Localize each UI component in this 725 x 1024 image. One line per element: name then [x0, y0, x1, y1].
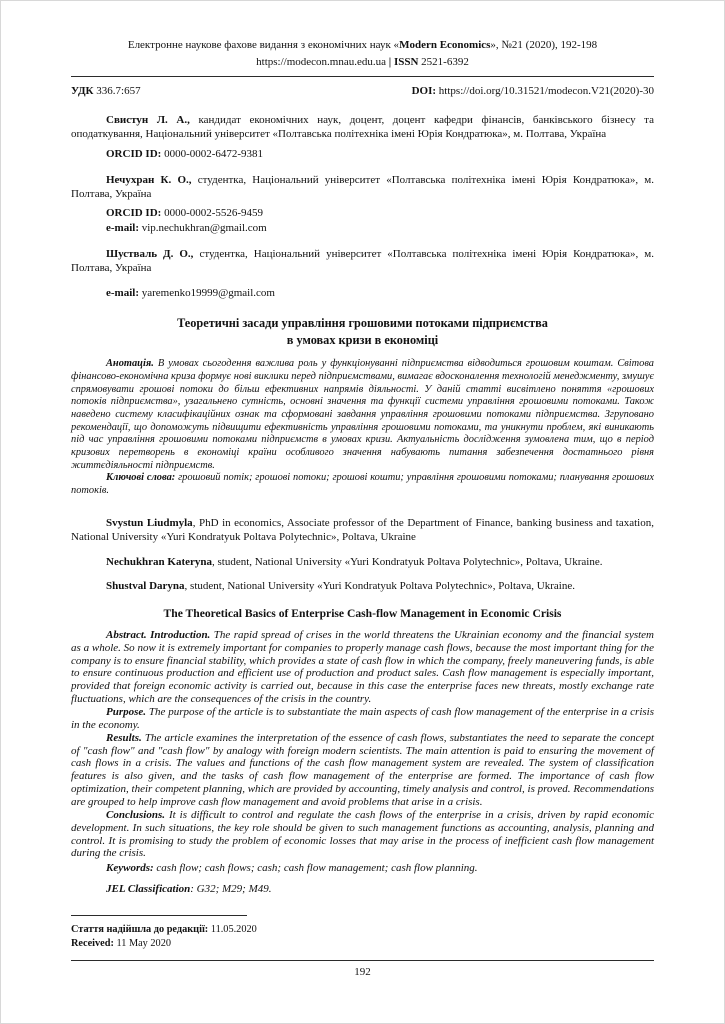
received-en-label: Received:	[71, 938, 114, 950]
jel-text: : G32; M29; M49.	[190, 883, 272, 896]
abstract-uk-text: В умовах сьогодення важлива роль у функціонуванні підприємства відводиться грошовим коштам. Світова фінансово-економічна криза формує нові виклики перед підприємствами, вимагає вдосконалення технологій менеджменту, змушує спрямовувати грошові потоки до більш ефективних напрямів діяльності. У даній статті висвітлено поняття «грошових потоків підприємства», узагальнено сутність, основні значення та функції системи управління грошовими потоками. Також наведено систему класифікаційних ознак та сформовані завдання управління грошовими потоками підприємства. Згруповано рекомендації, що допоможуть підвищити ефективність управління грошовими потоками, та уникнути проблем, які виникають під час управління грошовими потоками підприємств в умовах кризи. Актуальність дослідження зумовлена тим, що в період кризових перетворень в економіці країни особливого значення набувають питання забезпечення достатнього рівня життєдіяльності підприємств.	[71, 358, 654, 471]
page-content	[1, 1, 724, 896]
author-uk-2-email	[71, 221, 654, 235]
author-uk-1-affiliation: кандидат економічних наук, доцент, доцент кафедри фінансів, банківського бізнесу та оподаткування, Національний університет «Полтавська політехніка імені Юрія Кондратюка», м. Полтава, Україна	[71, 114, 655, 141]
doi	[412, 85, 654, 97]
abstract-uk-label: Анотація.	[106, 358, 154, 370]
author-uk-2	[71, 173, 654, 202]
author-en-1-name: Svystun Liudmyla	[106, 516, 193, 529]
abstract-en-results	[71, 732, 654, 809]
journal-header-line1-prefix: Електронне наукове фахове видання з економічних наук «	[127, 39, 400, 51]
author-en-3-name: Shustval Daryna	[106, 580, 185, 593]
orcid-label-2: ORCID ID:	[106, 207, 162, 220]
keywords-en	[71, 862, 654, 875]
author-uk-3-email	[71, 286, 654, 300]
article-title-uk-line1: Теоретичні засади управління грошовими потоками підприємства	[177, 315, 548, 330]
footer-rule	[71, 960, 654, 961]
email-value-3: yaremenko19999@gmail.com	[141, 286, 275, 299]
keywords-uk-text: грошовий потік; грошові потоки; грошові кошти; управління грошовими потоками; планування грошових потоків.	[71, 472, 654, 497]
abstract-en-conclusions-text: It is difficult to control and regulate the cash flows of the enterprise in a crisis, driven by rapid economic development. In such situations, the key role should be given to such management functions as accounting, analysis, planning and control. It is promising to study the problem of economic losses that may arise in the process of inefficient cash flow management during the crisis.	[71, 808, 654, 860]
received-uk-value: 11.05.2020	[210, 924, 257, 935]
abstract-en-introduction	[71, 629, 654, 706]
author-uk-2-affiliation: студентка, Національний університет «Полтавська політехніка імені Юрія Кондратюка», м. Полтава, Україна	[71, 173, 655, 201]
keywords-uk-label: Ключові слова:	[106, 472, 176, 484]
abstract-en-conclusions	[71, 809, 654, 860]
author-uk-1-orcid	[71, 147, 654, 161]
keywords-uk	[71, 472, 654, 497]
journal-header-separator: |	[388, 55, 392, 68]
keywords-en-label: Keywords:	[106, 862, 154, 875]
received-uk-label: Стаття надійшла до редакції:	[71, 924, 209, 935]
journal-header-line2	[71, 54, 654, 71]
author-en-3-affiliation: , student, National University «Yuri Kondratyuk Poltava Polytechnic», Poltava, Ukraine.	[184, 580, 575, 593]
author-uk-3	[71, 247, 654, 276]
author-en-2	[71, 555, 654, 570]
article-title-uk	[71, 315, 654, 348]
received-uk-line	[71, 923, 654, 937]
doi-value: https://doi.org/10.31521/modecon.V21(2020)-30	[438, 85, 654, 97]
author-uk-2-name: Нечухран К. О.,	[106, 173, 192, 186]
journal-title: Modern Economics	[399, 39, 491, 51]
udc-doi-row	[71, 85, 654, 97]
author-uk-1-name: Свистун Л. А.,	[106, 114, 190, 126]
orcid-value-1: 0000-0002-6472-9381	[164, 147, 264, 160]
journal-url: https://modecon.mnau.edu.ua	[256, 55, 386, 68]
author-uk-2-orcid	[71, 206, 654, 220]
author-uk-1	[71, 113, 654, 142]
udc	[71, 85, 141, 97]
article-title-uk-line2: в умовах кризи в економіці	[286, 332, 439, 347]
journal-header-line1-suffix: », №21 (2020), 192-198	[490, 39, 598, 51]
abstract-uk	[71, 358, 654, 472]
author-uk-3-name: Шустваль Д. О.,	[106, 248, 194, 261]
abstract-en-purpose	[71, 706, 654, 732]
email-label-2: e-mail:	[106, 221, 139, 234]
doi-label: DOI:	[411, 85, 437, 97]
article-title-en: The Theoretical Basics of Enterprise Cash-flow Management in Economic Crisis	[163, 606, 562, 620]
abstract-en-introduction-label: Abstract. Introduction.	[106, 628, 211, 641]
keywords-en-text: cash flow; cash flows; cash; cash flow management; cash flow planning.	[156, 862, 478, 875]
received-en-value: 11 May 2020	[116, 938, 171, 950]
email-label-3: e-mail:	[106, 286, 139, 299]
issn-label: ISSN	[393, 55, 419, 68]
page-number: 192	[354, 965, 371, 978]
jel-classification	[71, 883, 654, 896]
udc-label: УДК	[71, 85, 94, 97]
abstract-en-purpose-text: The purpose of the article is to substantiate the main aspects of cash flow management of the enterprise in a crisis in the economy.	[71, 705, 655, 731]
author-en-3	[71, 579, 654, 594]
email-value-2: vip.nechukhran@gmail.com	[141, 221, 267, 234]
footnote-rule	[71, 915, 247, 916]
author-uk-3-affiliation: студентка, Національний університет «Полтавська політехніка імені Юрія Кондратюка», м. Полтава, Україна	[71, 248, 654, 275]
orcid-label-1: ORCID ID:	[106, 147, 162, 160]
jel-label: JEL Classification	[106, 883, 191, 896]
abstract-en-results-label: Results.	[106, 731, 142, 744]
abstract-en-results-text: The article examines the interpretation of the essence of cash flows, substantiates the need to separate the concept of "cash flow" and "cash flow" by analogy with foreign modern scientists. The main attention is paid to ensuring the movement of cash flows in a crisis. The values and functions of the cash flow management system are revealed. The system of classification features is also given, and the tasks of cash flow management of the enterprise are formed. The importance of cash flow optimization, their competent planning, which are provided by accounting, timely analysis and control, is proved. Recommendations are grouped to help improve cash flow management and avoid problems that arise in a crisis.	[71, 731, 655, 808]
orcid-value-2: 0000-0002-5526-9459	[164, 207, 264, 220]
journal-header	[71, 37, 654, 70]
page-footer	[1, 915, 724, 978]
author-en-1-affiliation: , PhD in economics, Associate professor of the Department of Finance, banking business and taxation, National University «Yuri Kondratyuk Poltava Polytechnic», Poltava, Ukraine	[71, 516, 654, 544]
abstract-en-introduction-text: The rapid spread of crises in the world threatens the Ukrainian economy and the financial system as a whole. So now it is extremely important for companies to properly manage cash flows, because the most important thing for the company is to ensure financial stability, which provides a state of cash flow in which the company, freely maneuvering funds, is able to ensure continuous production and efficient use of production and product sales. Cash flow management is especially important, provided that foreign economic activity is carried out, because in this case the enterprise faces new threats, mostly exchange rate fluctuations, which are the consequences of the crisis in the country.	[71, 628, 655, 706]
author-en-2-name: Nechukhran Kateryna	[106, 555, 213, 568]
header-rule	[71, 76, 654, 77]
received-en-line	[71, 937, 654, 951]
abstract-en-purpose-label: Purpose.	[106, 705, 147, 718]
udc-value: 336.7:657	[96, 85, 141, 97]
journal-header-line1	[71, 37, 654, 54]
author-en-2-affiliation: , student, National University «Yuri Kondratyuk Poltava Polytechnic», Poltava, Ukraine.	[212, 555, 603, 568]
issn-value: 2521-6392	[421, 55, 469, 68]
author-en-1	[71, 516, 654, 545]
abstract-en-conclusions-label: Conclusions.	[106, 808, 165, 821]
